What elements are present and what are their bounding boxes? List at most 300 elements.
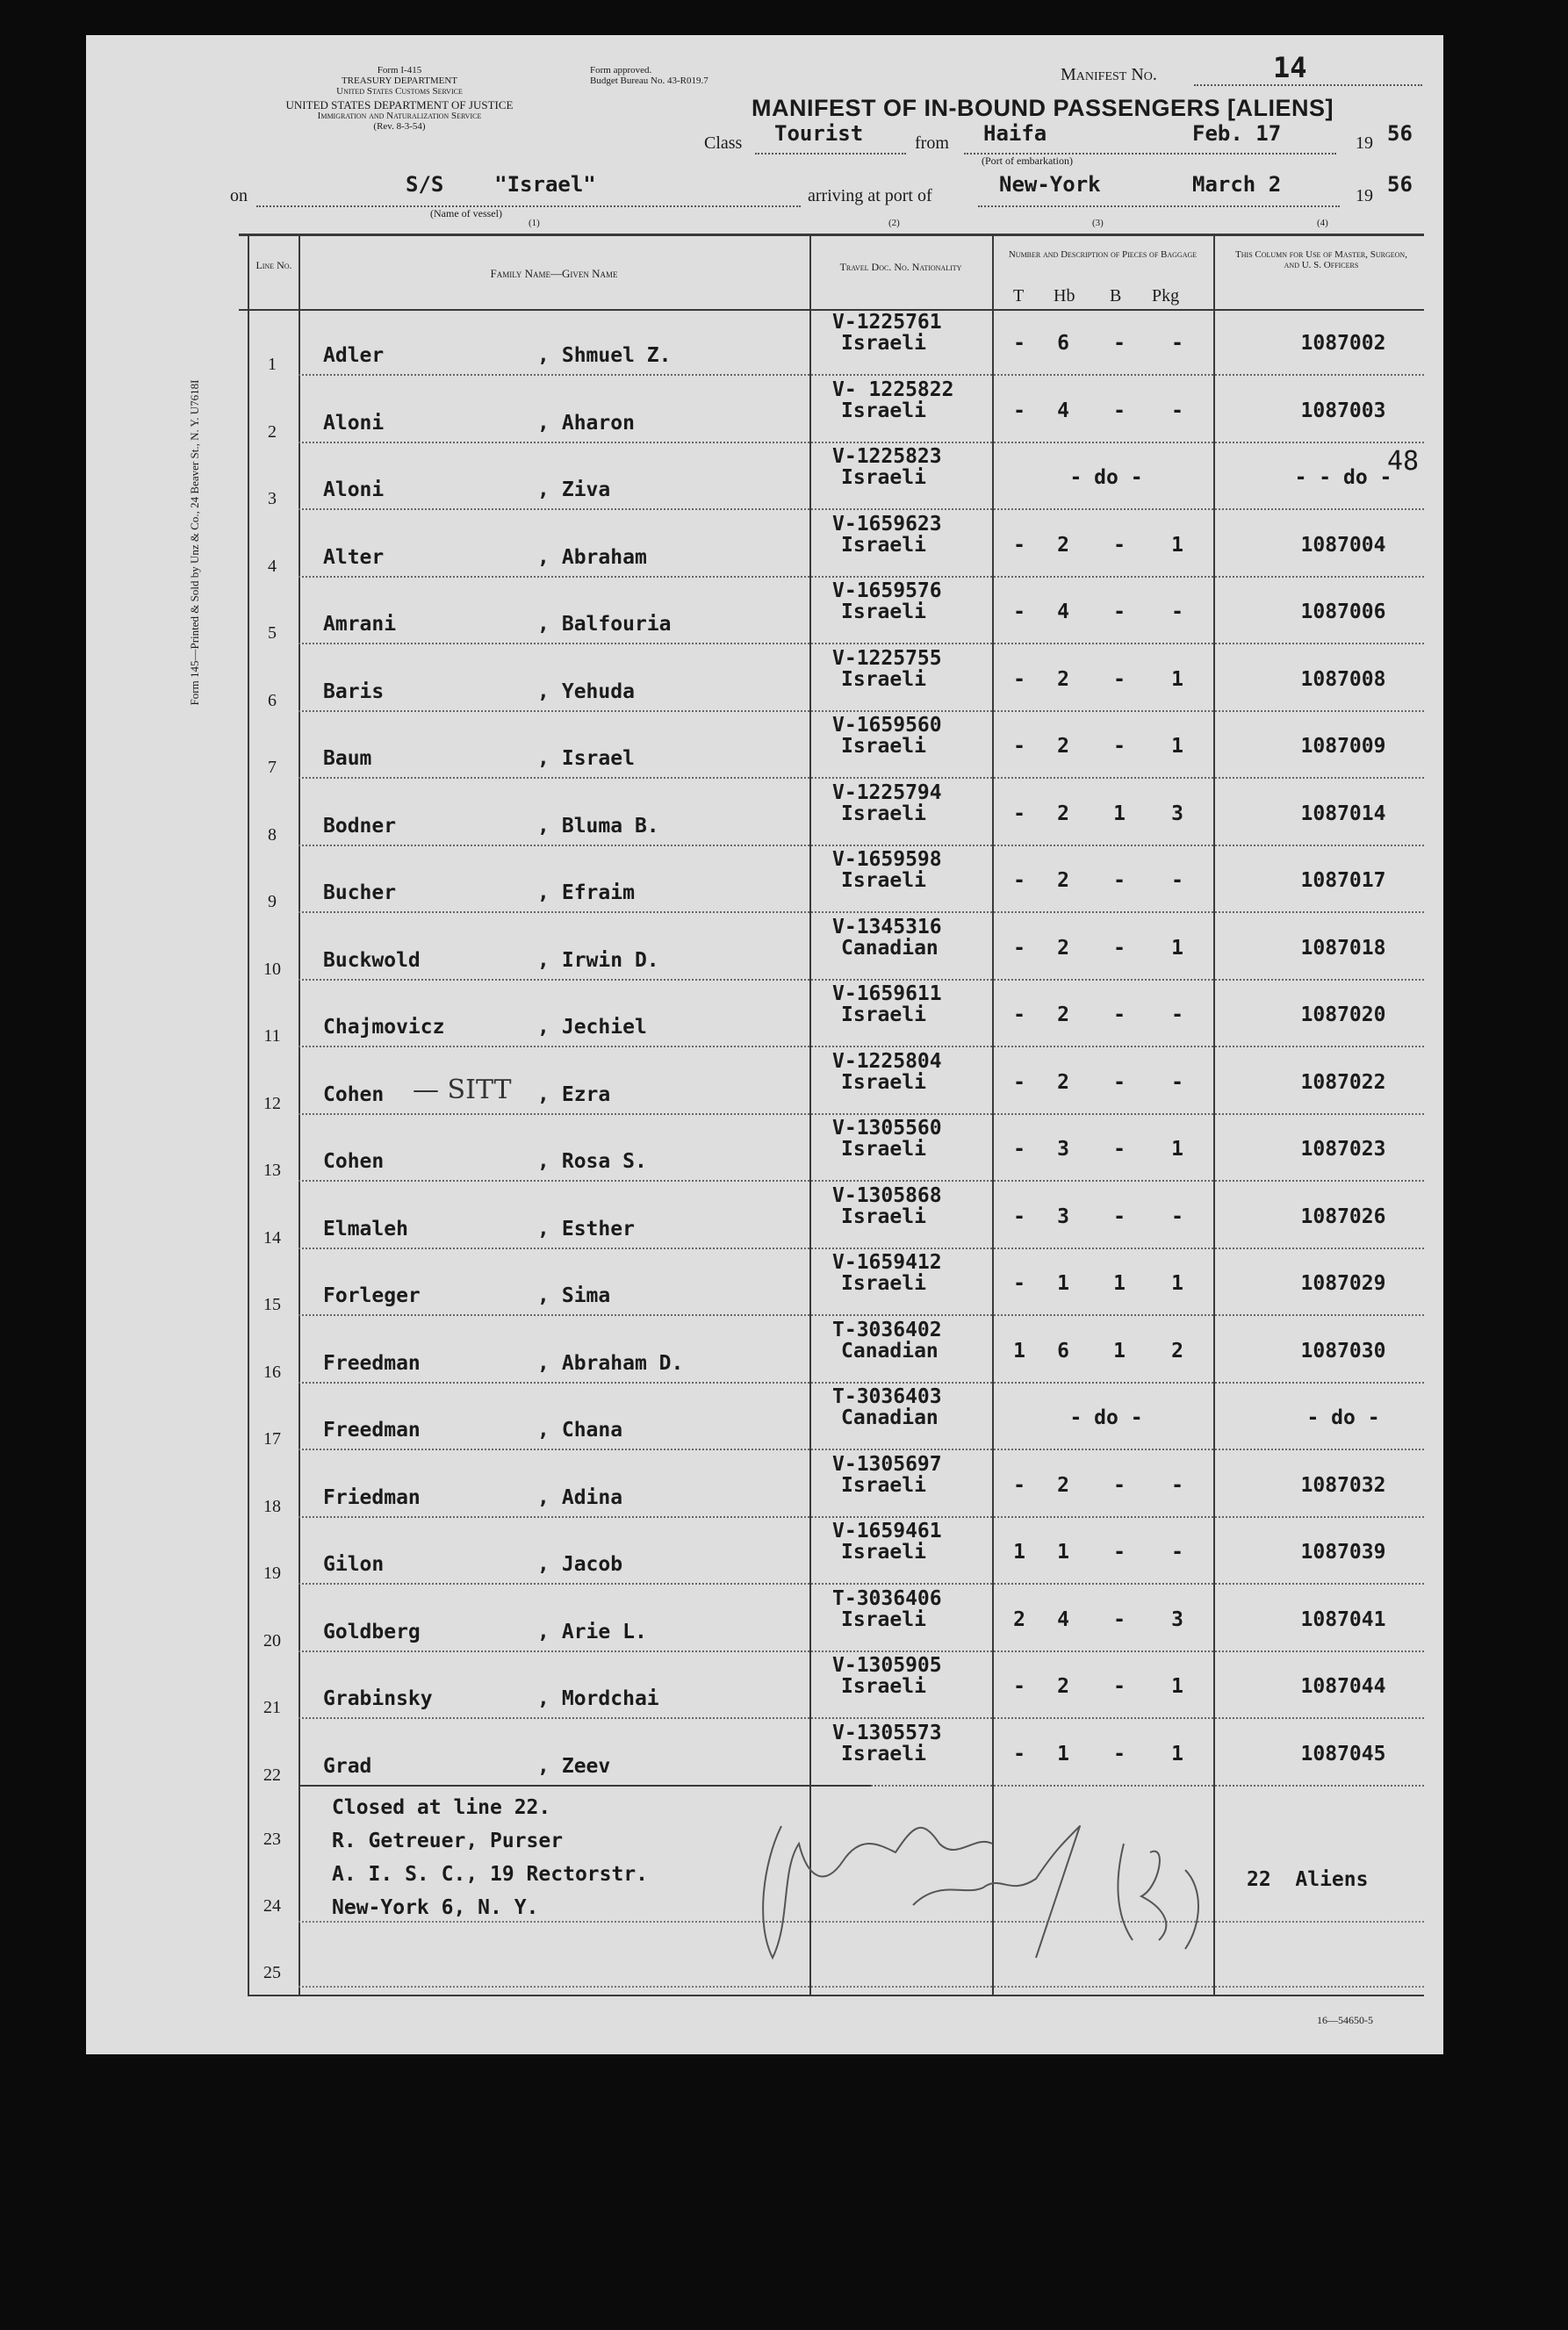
embarkation-caption: (Port of embarkation) xyxy=(982,155,1073,167)
class-rule xyxy=(755,153,906,155)
baggage-b: - xyxy=(1113,1473,1126,1497)
baggage-pkg: - xyxy=(1171,399,1183,422)
baggage-b: - xyxy=(1113,600,1126,623)
baggage-b: - xyxy=(1113,1070,1126,1094)
form-revision: (Rev. 8-3-54) xyxy=(373,121,426,132)
table-row xyxy=(0,511,1422,579)
arriving-label: arriving at port of xyxy=(808,186,932,205)
baggage-b: - xyxy=(1113,332,1126,355)
line-number: 14 xyxy=(263,1227,281,1248)
line-number: 6 xyxy=(268,690,277,710)
given-name: , Rosa S. xyxy=(537,1150,647,1173)
baggage-t: - xyxy=(1013,600,1025,623)
family-name: Cohen xyxy=(323,1082,385,1106)
baggage-b: 1 xyxy=(1113,1272,1126,1295)
officer-number: 1087020 xyxy=(1300,1003,1386,1026)
manifest-no-label: Manifest No. xyxy=(1061,65,1157,84)
given-name: , Chana xyxy=(537,1419,623,1442)
table-row xyxy=(0,1720,1422,1787)
nationality: Canadian xyxy=(841,1339,939,1363)
family-name: Bodner xyxy=(323,814,397,838)
baggage-b: 1 xyxy=(1113,802,1126,825)
baggage-hb: 2 xyxy=(1057,869,1069,892)
arrival-date: March 2 xyxy=(1192,172,1282,197)
purser-name: R. Getreuer, Purser xyxy=(332,1830,564,1852)
line-number: 5 xyxy=(268,623,277,643)
baggage-hb: 1 xyxy=(1057,1541,1069,1564)
travel-doc-no: V-1225823 xyxy=(832,445,942,468)
justice-dept: UNITED STATES DEPARTMENT OF JUSTICE xyxy=(285,98,514,111)
family-name: Goldberg xyxy=(323,1620,421,1643)
line-number: 3 xyxy=(268,489,277,508)
table-row xyxy=(0,712,1422,780)
officer-number: 1087045 xyxy=(1300,1742,1386,1765)
table-row xyxy=(0,309,1422,377)
departure-year: 56 xyxy=(1387,121,1413,146)
given-name-text: Mordchai xyxy=(561,1687,659,1710)
given-name: , Sima xyxy=(537,1284,611,1307)
agent-address: A. I. S. C., 19 Rectorstr. xyxy=(332,1863,649,1886)
officer-number: 1087014 xyxy=(1300,802,1386,825)
travel-doc-no: V-1305905 xyxy=(832,1654,942,1677)
baggage-t: - xyxy=(1013,1003,1025,1026)
baggage-pkg: - xyxy=(1171,600,1183,623)
baggage-pkg: 1 xyxy=(1171,533,1183,557)
given-name: , Abraham xyxy=(537,545,647,569)
officer-number: 1087002 xyxy=(1300,332,1386,355)
baggage-b: - xyxy=(1113,1742,1126,1765)
nationality: Israeli xyxy=(841,533,926,557)
baggage-pkg: 1 xyxy=(1171,1272,1183,1295)
line-number: 21 xyxy=(263,1698,281,1717)
table-row xyxy=(0,1317,1422,1384)
baggage-hb: 2 xyxy=(1057,1473,1069,1497)
baggage-hb: 2 xyxy=(1057,802,1069,825)
line-number: 4 xyxy=(268,556,277,576)
baggage-t: - xyxy=(1013,1473,1025,1497)
given-name: , Abraham D. xyxy=(537,1351,684,1375)
officer-number: 1087032 xyxy=(1300,1473,1386,1497)
table-row xyxy=(0,780,1422,847)
family-name: Baum xyxy=(323,747,372,770)
departure-date: Feb. 17 xyxy=(1192,121,1282,146)
baggage-t: 2 xyxy=(1013,1607,1025,1631)
baggage-t: - xyxy=(1013,533,1025,557)
line-number-25: 25 xyxy=(263,1963,281,1982)
line-number: 12 xyxy=(263,1093,281,1113)
family-name: Forleger xyxy=(323,1284,421,1307)
table-row xyxy=(0,1115,1422,1183)
officer-number: 1087022 xyxy=(1300,1070,1386,1094)
given-name: , Bluma B. xyxy=(537,814,659,838)
travel-doc-no: V-1305868 xyxy=(832,1183,942,1207)
baggage-pkg: - xyxy=(1171,1473,1183,1497)
officer-number: 1087026 xyxy=(1300,1205,1386,1228)
approval-block xyxy=(590,65,792,86)
family-name: Freedman xyxy=(323,1351,421,1375)
baggage-t: 1 xyxy=(1013,1541,1025,1564)
officer-number: 1087006 xyxy=(1300,600,1386,623)
baggage-pkg: - xyxy=(1171,1205,1183,1228)
given-name-text: Adina xyxy=(561,1485,623,1509)
nationality: Israeli xyxy=(841,1473,926,1497)
baggage-pkg: - xyxy=(1171,1003,1183,1026)
officer-number: 1087029 xyxy=(1300,1272,1386,1295)
given-name-text: Abraham xyxy=(561,545,647,569)
line-number: 20 xyxy=(263,1630,281,1650)
agent-city: New-York 6, N. Y. xyxy=(332,1896,539,1919)
given-name-text: Irwin D. xyxy=(561,948,659,972)
table-row xyxy=(0,846,1422,914)
class-value: Tourist xyxy=(774,121,864,146)
given-name-text: Efraim xyxy=(561,881,635,904)
baggage-pkg: 3 xyxy=(1171,802,1183,825)
year-prefix: 19 xyxy=(1356,133,1373,153)
given-name-text: Zeev xyxy=(561,1754,611,1778)
table-row xyxy=(0,1586,1422,1653)
given-name: , Mordchai xyxy=(537,1687,659,1710)
baggage-t: - xyxy=(1013,735,1025,758)
officer-number: 1087009 xyxy=(1300,735,1386,758)
line-number: 13 xyxy=(263,1161,281,1180)
travel-doc-no: V-1659560 xyxy=(832,714,942,737)
header-b: B xyxy=(1110,286,1122,306)
table-row xyxy=(0,981,1422,1048)
line-number: 1 xyxy=(268,355,277,374)
footer-code: 16—54650-5 xyxy=(1317,2014,1373,2026)
travel-doc-no: V- 1225822 xyxy=(832,378,954,401)
baggage-pkg: 3 xyxy=(1171,1607,1183,1631)
vessel-name: S/S "Israel" xyxy=(406,172,596,197)
given-name-text: Aharon xyxy=(561,411,635,435)
customs-service: United States Customs Service xyxy=(336,86,463,97)
header-t: T xyxy=(1013,286,1025,306)
family-name: Cohen xyxy=(323,1150,385,1173)
baggage-t: - xyxy=(1013,1742,1025,1765)
nationality: Israeli xyxy=(841,735,926,758)
baggage-hb: 2 xyxy=(1057,936,1069,960)
baggage-t: - xyxy=(1013,667,1025,691)
closing-note xyxy=(332,1791,648,1924)
line-number: 7 xyxy=(268,758,277,777)
given-name: , Israel xyxy=(537,747,635,770)
table-row xyxy=(0,1048,1422,1116)
line-number: 16 xyxy=(263,1362,281,1382)
officer-number: 1087044 xyxy=(1300,1675,1386,1698)
baggage-hb: 1 xyxy=(1057,1272,1069,1295)
travel-doc-no: V-1305697 xyxy=(832,1452,942,1476)
embarkation-port: Haifa xyxy=(983,121,1047,146)
baggage-t: - xyxy=(1013,1675,1025,1698)
given-name: , Esther xyxy=(537,1217,635,1241)
baggage-t: - xyxy=(1013,936,1025,960)
baggage-t: 1 xyxy=(1013,1339,1025,1363)
family-name: Elmaleh xyxy=(323,1217,408,1241)
family-name: Alter xyxy=(323,545,385,569)
nationality: Israeli xyxy=(841,1003,926,1026)
baggage-t: - xyxy=(1013,399,1025,422)
family-name: Aloni xyxy=(323,411,385,435)
header-travel-doc: Travel Doc. No. Nationality xyxy=(839,261,962,273)
baggage-pkg: 1 xyxy=(1171,667,1183,691)
given-name-text: Ziva xyxy=(561,478,611,501)
given-name: , Arie L. xyxy=(537,1620,647,1643)
baggage-b: 1 xyxy=(1113,1339,1126,1363)
nationality: Israeli xyxy=(841,600,926,623)
header-officers: This Column for Use of Master, Surgeon, and U. S. Officers xyxy=(1235,249,1407,270)
given-name-text: Ezra xyxy=(561,1082,611,1106)
officer-number: 1087039 xyxy=(1300,1541,1386,1564)
given-name-text: Bluma B. xyxy=(561,814,659,838)
header-baggage: Number and Description of Pieces of Baggage xyxy=(1008,249,1198,260)
given-name-text: Jacob xyxy=(561,1553,623,1576)
given-name: , Aharon xyxy=(537,411,635,435)
baggage-t: - xyxy=(1013,1138,1025,1161)
given-name: , Jechiel xyxy=(537,1016,647,1039)
family-name: Chajmovicz xyxy=(323,1016,445,1039)
travel-doc-no: V-1225755 xyxy=(832,646,942,670)
travel-doc-no: V-1659461 xyxy=(832,1520,942,1543)
manifest-no-rule xyxy=(1194,84,1422,86)
baggage-hb: 2 xyxy=(1057,1003,1069,1026)
baggage-pkg: 1 xyxy=(1171,735,1183,758)
family-name: Grad xyxy=(323,1754,372,1778)
from-label: from xyxy=(915,133,949,153)
baggage-hb: 2 xyxy=(1057,735,1069,758)
baggage-hb: 4 xyxy=(1057,399,1069,422)
line-number: 11 xyxy=(263,1026,281,1046)
officer-number: - do - xyxy=(1306,1406,1380,1429)
header-pkg: Pkg xyxy=(1152,286,1180,306)
family-name: Bucher xyxy=(323,881,397,904)
baggage-t: - xyxy=(1013,869,1025,892)
line-number: 2 xyxy=(268,421,277,442)
line-number: 19 xyxy=(263,1564,281,1583)
officer-number: 1087018 xyxy=(1300,936,1386,960)
manifest-no-value: 14 xyxy=(1273,51,1307,84)
nationality: Israeli xyxy=(841,802,926,825)
year-prefix-2: 19 xyxy=(1356,186,1373,205)
travel-doc-no: V-1659611 xyxy=(832,982,942,1005)
travel-doc-no: T-3036402 xyxy=(832,1318,942,1341)
nationality: Israeli xyxy=(841,1138,926,1161)
line-number-23: 23 xyxy=(263,1830,281,1849)
baggage-pkg: - xyxy=(1171,1070,1183,1094)
table-bottom-rule xyxy=(248,1995,1424,1996)
form-number: Form I-415 xyxy=(377,65,422,76)
given-name-text: Abraham D. xyxy=(561,1351,684,1375)
given-name-text: Sima xyxy=(561,1284,611,1307)
travel-doc-no: V-1659576 xyxy=(832,579,942,602)
officer-number: - - do - xyxy=(1294,466,1392,489)
nationality: Israeli xyxy=(841,332,926,355)
given-name: , Shmuel Z. xyxy=(537,344,672,367)
given-name-text: Shmuel Z. xyxy=(561,344,672,367)
table-row xyxy=(0,377,1422,444)
table-row xyxy=(0,1451,1422,1519)
given-name-text: Jechiel xyxy=(561,1016,647,1039)
baggage-pkg: - xyxy=(1171,869,1183,892)
baggage-t: - xyxy=(1013,802,1025,825)
table-row xyxy=(0,1518,1422,1586)
family-name: Adler xyxy=(323,344,385,367)
baggage-ditto: - do - xyxy=(1069,466,1143,489)
line-number-24: 24 xyxy=(263,1896,281,1916)
given-name-text: Yehuda xyxy=(561,680,635,703)
officer-number: 1087017 xyxy=(1300,869,1386,892)
header-line-no: Line No. xyxy=(255,259,292,271)
table-row xyxy=(0,1183,1422,1250)
given-name: , Zeev xyxy=(537,1754,611,1778)
baggage-hb: 3 xyxy=(1057,1138,1069,1161)
arrival-year: 56 xyxy=(1387,172,1413,197)
closed-at-line: Closed at line 22. xyxy=(332,1796,551,1819)
baggage-b: - xyxy=(1113,533,1126,557)
baggage-hb: 4 xyxy=(1057,600,1069,623)
baggage-pkg: 1 xyxy=(1171,1675,1183,1698)
row-rule-25 xyxy=(298,1986,1424,1988)
nationality: Canadian xyxy=(841,1406,939,1429)
line-number: 8 xyxy=(268,824,277,845)
baggage-hb: 2 xyxy=(1057,667,1069,691)
given-name: , Yehuda xyxy=(537,680,635,703)
baggage-b: - xyxy=(1113,936,1126,960)
travel-doc-no: T-3036406 xyxy=(832,1586,942,1610)
baggage-hb: 4 xyxy=(1057,1607,1069,1631)
officer-number: 1087008 xyxy=(1300,667,1386,691)
nationality: Canadian xyxy=(841,936,939,960)
baggage-b: - xyxy=(1113,399,1126,422)
travel-doc-no: V-1225794 xyxy=(832,780,942,804)
nationality: Israeli xyxy=(841,1742,926,1765)
baggage-hb: 3 xyxy=(1057,1205,1069,1228)
baggage-b: - xyxy=(1113,735,1126,758)
nationality: Israeli xyxy=(841,399,926,422)
given-name-text: Rosa S. xyxy=(561,1150,647,1173)
arrival-rule xyxy=(978,205,1340,207)
table-row xyxy=(0,443,1422,511)
baggage-hb: 2 xyxy=(1057,533,1069,557)
margin-note: 48 xyxy=(1387,446,1420,477)
nationality: Israeli xyxy=(841,1541,926,1564)
col-4-marker: (4) xyxy=(1317,218,1328,228)
baggage-b: - xyxy=(1113,869,1126,892)
baggage-b: - xyxy=(1113,1138,1126,1161)
nationality: Israeli xyxy=(841,1272,926,1295)
given-name: , Jacob xyxy=(537,1553,623,1576)
table-row xyxy=(0,1652,1422,1720)
table-top-rule xyxy=(239,234,1424,236)
travel-doc-no: V-1659623 xyxy=(832,512,942,536)
total-aliens: 22 Aliens xyxy=(1247,1868,1369,1891)
baggage-pkg: 1 xyxy=(1171,1742,1183,1765)
given-name-text: Esther xyxy=(561,1217,635,1241)
budget-bureau-no: Budget Bureau No. 43-R019.7 xyxy=(590,76,708,86)
vessel-caption: (Name of vessel) xyxy=(430,207,502,219)
form-agency-block xyxy=(233,65,566,132)
header-hb: Hb xyxy=(1054,286,1075,306)
nationality: Israeli xyxy=(841,1675,926,1698)
given-name-text: Balfouria xyxy=(561,613,672,636)
given-name-text: Chana xyxy=(561,1419,623,1442)
table-row xyxy=(0,645,1422,713)
vessel-rule xyxy=(256,205,801,207)
baggage-t: - xyxy=(1013,1272,1025,1295)
on-label: on xyxy=(230,186,248,205)
ins-service: Immigration and Naturalization Service xyxy=(317,111,482,121)
baggage-hb: 2 xyxy=(1057,1070,1069,1094)
travel-doc-no: V-1305560 xyxy=(832,1117,942,1140)
officer-signature xyxy=(746,1791,1255,1967)
baggage-t: - xyxy=(1013,1205,1025,1228)
baggage-hb: 2 xyxy=(1057,1675,1069,1698)
nationality: Israeli xyxy=(841,869,926,892)
baggage-pkg: - xyxy=(1171,1541,1183,1564)
baggage-b: - xyxy=(1113,1607,1126,1631)
travel-doc-no: T-3036403 xyxy=(832,1385,942,1408)
baggage-ditto: - do - xyxy=(1069,1406,1143,1429)
baggage-pkg: 1 xyxy=(1171,1138,1183,1161)
nationality: Israeli xyxy=(841,1070,926,1094)
line-number: 18 xyxy=(263,1496,281,1516)
family-name: Amrani xyxy=(323,613,397,636)
travel-doc-no: V-1305573 xyxy=(832,1721,942,1744)
line-number: 15 xyxy=(263,1295,281,1314)
handwritten-note: — SITT xyxy=(413,1074,512,1105)
line-number: 22 xyxy=(263,1765,281,1785)
family-name: Aloni xyxy=(323,478,385,501)
nationality: Israeli xyxy=(841,466,926,489)
line-number: 9 xyxy=(268,892,277,911)
nationality: Israeli xyxy=(841,1607,926,1631)
given-name: , Efraim xyxy=(537,881,635,904)
table-row xyxy=(0,578,1422,645)
nationality: Israeli xyxy=(841,1205,926,1228)
given-name: , Ziva xyxy=(537,478,611,501)
baggage-b: - xyxy=(1113,1541,1126,1564)
baggage-hb: 6 xyxy=(1057,1339,1069,1363)
col-3-marker: (3) xyxy=(1092,218,1104,228)
table-row xyxy=(0,1384,1422,1451)
travel-doc-no: V-1225761 xyxy=(832,311,942,334)
given-name-text: Arie L. xyxy=(561,1620,647,1643)
officer-number: 1087004 xyxy=(1300,533,1386,557)
col-2-marker: (2) xyxy=(888,218,900,228)
baggage-b: - xyxy=(1113,1205,1126,1228)
baggage-b: - xyxy=(1113,1003,1126,1026)
given-name: , Irwin D. xyxy=(537,948,659,972)
line-number: 17 xyxy=(263,1429,281,1449)
manifest-title: MANIFEST OF IN-BOUND PASSENGERS [ALIENS] xyxy=(752,95,1334,121)
line-number: 10 xyxy=(263,959,281,979)
family-name: Grabinsky xyxy=(323,1687,433,1710)
travel-doc-no: V-1659412 xyxy=(832,1251,942,1274)
baggage-b: - xyxy=(1113,1675,1126,1698)
printer-imprint: Form 145—Printed & Sold by Unz & Co., 24 Beaver St., N. Y. U7618I xyxy=(188,379,201,706)
officer-number: 1087023 xyxy=(1300,1138,1386,1161)
officer-number: 1087003 xyxy=(1300,399,1386,422)
col-1-marker: (1) xyxy=(529,218,540,228)
class-label: Class xyxy=(704,133,743,153)
family-name: Friedman xyxy=(323,1485,421,1509)
baggage-pkg: - xyxy=(1171,332,1183,355)
family-name: Baris xyxy=(323,680,385,703)
table-row xyxy=(0,1249,1422,1317)
arrival-port: New-York xyxy=(999,172,1101,197)
given-name: , Ezra xyxy=(537,1082,611,1106)
baggage-pkg: 2 xyxy=(1171,1339,1183,1363)
baggage-b: - xyxy=(1113,667,1126,691)
